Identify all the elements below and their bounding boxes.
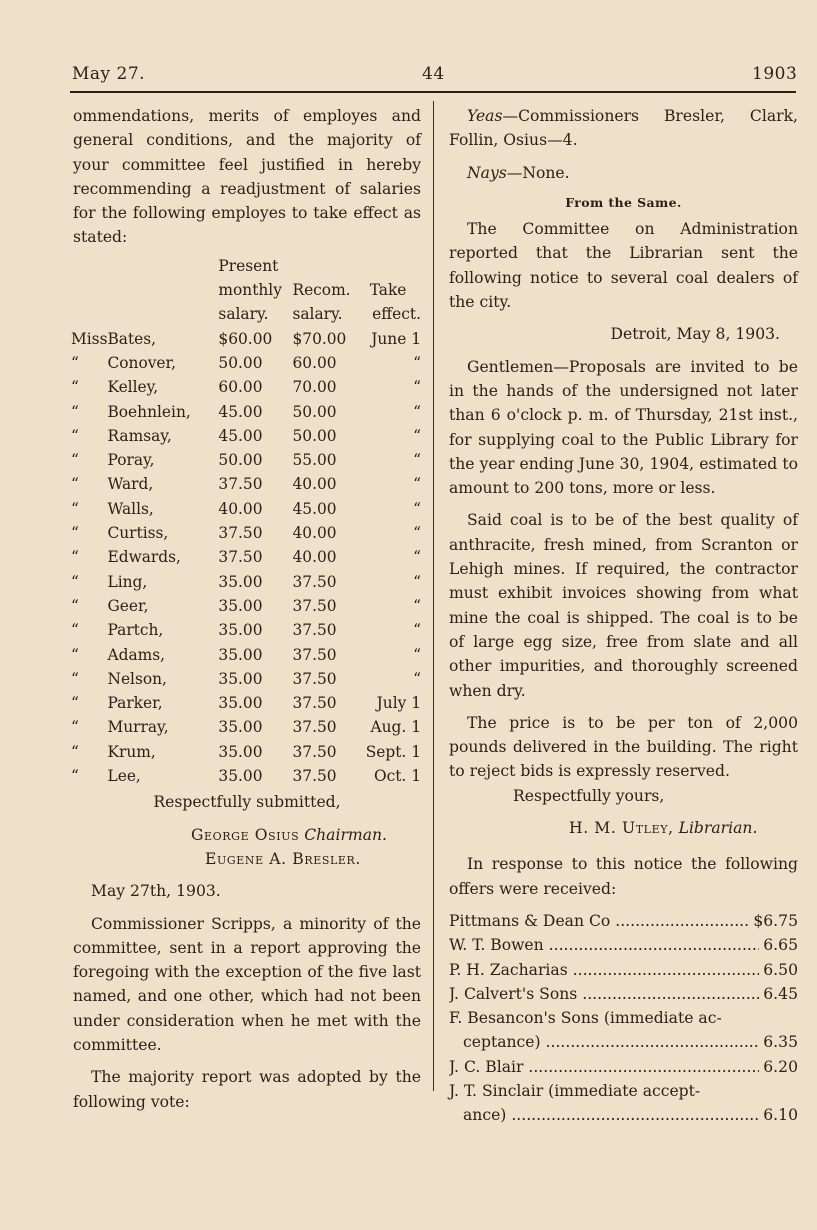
row-present-salary: 35.00 [218,767,263,786]
row-present-salary: 40.00 [218,499,263,518]
row-take-effect: “ [413,621,421,640]
row-name: Walls, [107,499,154,518]
row-name: Poray, [107,451,155,470]
row-present-salary: 37.50 [218,548,263,567]
row-title: “ [71,596,79,615]
row-title: “ [71,426,79,445]
row-recommended-salary: 40.00 [292,524,337,543]
row-title: “ [71,572,79,591]
row-recommended-salary: $70.00 [292,329,347,348]
librarian-name: H. M. Utley, [569,819,674,838]
row-title: “ [71,767,79,786]
row-name: Ling, [107,572,148,591]
row-take-effect: “ [413,451,421,470]
row-present-salary: 35.00 [218,742,263,761]
row-present-salary: 35.00 [218,572,263,591]
row-present-salary: 50.00 [218,451,263,470]
row-recommended-salary: 37.50 [292,767,337,786]
yeas-label: Yeas [467,107,503,125]
row-present-salary: 35.00 [218,645,263,664]
table-row [71,545,421,569]
table-row [71,497,421,521]
row-recommended-salary: 50.00 [292,402,337,421]
row-title: “ [71,378,79,397]
letter-paragraph-1: Gentlemen—Proposals are invited to be in the hands of the undersigned not later than 6 o'clock p. m. of Thursday, 21st inst., for supplying coal to the Public Library for the year ending June 30, 1904, estimated to amount to 200 tons, more or less. [449,357,798,498]
table-row [71,351,421,375]
row-name: Geer, [107,596,149,615]
table-row [71,448,421,472]
signer1-title: Chairman. [304,825,387,844]
offer-row [449,982,798,1006]
nays-line [449,161,798,185]
offer-name: J. C. Blair ..... [449,1055,759,1079]
row-take-effect: “ [413,353,421,372]
row-recommended-salary: 50.00 [292,426,337,445]
letter-date: Detroit, May 8, 1903. [610,325,780,344]
minority-paragraph: Commissioner Scripps, a minority of the committee, sent in a report approving the foregoing with the exception of the five last named, and one other, which had not been under consideration when he met with the committee. [73,914,421,1054]
row-present-salary: 45.00 [218,426,263,445]
offer-name: W. T. Bowen ..... [449,933,759,957]
committee-intro: The Committee on Administration reported that the Librarian sent the following notice to several coal dealers of the city. [449,220,798,312]
row-take-effect: “ [413,499,421,518]
row-take-effect: Sept. 1 [365,742,421,761]
row-present-salary: 37.50 [218,475,263,494]
col-head-recom: Recom. [292,281,351,300]
offer-amount: 6.10 [763,1106,798,1125]
row-recommended-salary: 37.50 [292,645,337,664]
table-row [71,764,421,788]
row-recommended-salary: 55.00 [292,451,337,470]
table-row [71,327,421,351]
table-row [71,424,421,448]
col-head-salary-recom: salary. [292,305,343,324]
offers-list [449,909,798,1128]
row-title: “ [71,669,79,688]
row-name: Ward, [107,475,154,494]
row-present-salary: 35.00 [218,694,263,713]
row-take-effect: July 1 [376,694,421,713]
row-take-effect: “ [413,669,421,688]
letter-closing: Respectfully yours, [513,786,665,805]
row-name: Partch, [107,621,164,640]
row-title: “ [71,499,79,518]
signer1-name: George Osius [191,825,300,844]
row-title: “ [71,645,79,664]
row-name: Nelson, [107,669,167,688]
col-head-salary-present: salary. [218,305,269,324]
row-recommended-salary: 40.00 [292,548,337,567]
col-head-monthly: monthly [218,281,282,300]
row-take-effect: “ [413,645,421,664]
salary-table [71,254,421,789]
table-header-row-1 [71,254,421,278]
row-take-effect: “ [413,426,421,445]
nays-label: Nays [467,163,507,182]
offer-amount: $6.75 [753,911,798,930]
column-divider [433,101,434,1091]
yeas-text: —Commissioners Bresler, Clark, Follin, Osius—4. [449,107,798,150]
offer-row [449,1030,798,1054]
row-take-effect: Aug. 1 [370,718,421,737]
row-recommended-salary: 37.50 [292,669,337,688]
table-row [71,594,421,618]
offer-name-line: J. T. Sinclair (immediate accept- [449,1081,701,1100]
header-date: May 27. [72,64,146,84]
row-take-effect: “ [413,524,421,543]
row-title: “ [71,353,79,372]
row-recommended-salary: 70.00 [292,378,337,397]
row-name: Krum, [107,742,156,761]
row-recommended-salary: 37.50 [292,742,337,761]
left-column [73,104,421,1114]
row-name: Ramsay, [107,426,172,445]
offer-name: P. H. Zacharias ..... [449,958,759,982]
row-title: “ [71,742,79,761]
row-recommended-salary: 37.50 [292,694,337,713]
offer-name: J. Calvert's Sons ..... [449,982,759,1006]
row-take-effect: “ [413,475,421,494]
table-row [71,570,421,594]
header-rule [70,91,796,93]
table-row [71,715,421,739]
col-head-take: Take [369,281,407,300]
offer-row [449,958,798,982]
report-date: May 27th, 1903. [91,882,221,901]
row-take-effect: Oct. 1 [374,767,421,786]
table-row [71,521,421,545]
offer-name-line: F. Besancon's Sons (immediate ac- [449,1009,722,1028]
row-recommended-salary: 37.50 [292,572,337,591]
table-row [71,691,421,715]
row-take-effect: “ [413,572,421,591]
row-title: “ [71,475,79,494]
row-name: Edwards, [107,548,181,567]
adopted-paragraph: The majority report was adopted by the following vote: [73,1068,421,1111]
table-row [71,375,421,399]
row-take-effect: “ [413,548,421,567]
col-head-present: Present [218,256,279,275]
row-take-effect: June 1 [371,329,421,348]
offer-name: Pittmans & Dean Co ..... [449,909,749,933]
letter-paragraph-2: Said coal is to be of the best quality of anthracite, fresh mined, from Scranton or Lehigh mines. If required, the contractor must exhibit invoices showing from what mine the coal is shipped. The coal is to be of large egg size, free from slate and all other impurities, and thoroughly screened when dry. [449,511,798,700]
librarian-signature [449,816,798,840]
row-present-salary: 60.00 [218,378,263,397]
signer2-name: Eugene A. Bresler. [205,849,361,868]
row-recommended-salary: 37.50 [292,596,337,615]
table-row [71,667,421,691]
response-paragraph: In response to this notice the following offers were received: [449,855,798,898]
right-column [449,104,798,1128]
row-present-salary: 37.50 [218,524,263,543]
row-present-salary: 45.00 [218,402,263,421]
row-name: Parker, [107,694,163,713]
row-take-effect: “ [413,596,421,615]
offer-row [449,1055,798,1079]
row-name: Adams, [107,645,166,664]
offer-row [449,933,798,957]
respectfully-submitted: Respectfully submitted, [153,793,341,812]
table-row [71,472,421,496]
row-title: “ [71,451,79,470]
row-present-salary: $60.00 [218,329,273,348]
letter-paragraph-3: The price is to be per ton of 2,000 pounds delivered in the building. The right to reject bids is expressly reserved. [449,713,798,781]
offer-row [449,1103,798,1127]
row-title: “ [71,524,79,543]
row-take-effect: “ [413,402,421,421]
offer-amount: 6.20 [763,1057,798,1076]
librarian-title: Librarian. [678,819,758,838]
signature-chairman [73,823,421,847]
row-name: Conover, [107,353,177,372]
row-title: “ [71,621,79,640]
offer-amount: 6.65 [763,936,798,955]
row-present-salary: 35.00 [218,669,263,688]
offer-name-cont: ance) ..... [463,1103,759,1127]
row-recommended-salary: 37.50 [292,718,337,737]
row-recommended-salary: 40.00 [292,475,337,494]
section-title: From the Same. [565,194,682,210]
row-title: “ [71,694,79,713]
intro-paragraph: ommendations, merits of employes and general conditions, and the majority of your committee feel justified in hereby recommending a readjustment of salaries for the following employes to take effect as stated: [73,107,421,247]
page-number: 44 [422,64,445,84]
row-name: Bates, [107,329,157,348]
row-name: Murray, [107,718,169,737]
row-take-effect: “ [413,378,421,397]
offer-amount: 6.50 [763,960,798,979]
row-name: Lee, [107,767,141,786]
row-recommended-salary: 37.50 [292,621,337,640]
row-present-salary: 35.00 [218,596,263,615]
row-title: “ [71,718,79,737]
row-title: Miss [71,329,108,348]
table-header-row-3 [71,302,421,326]
row-recommended-salary: 60.00 [292,353,337,372]
row-recommended-salary: 45.00 [292,499,337,518]
row-title: “ [71,548,79,567]
row-present-salary: 50.00 [218,353,263,372]
col-head-effect: effect. [372,305,421,324]
table-row [71,400,421,424]
table-header-row-2 [71,278,421,302]
offer-amount: 6.35 [763,1033,798,1052]
header-year: 1903 [752,64,798,84]
offer-name-cont: ceptance) ..... [463,1030,759,1054]
row-present-salary: 35.00 [218,621,263,640]
row-name: Curtiss, [107,524,169,543]
table-row [71,643,421,667]
nays-text: —None. [506,163,570,182]
row-name: Boehnlein, [107,402,191,421]
row-name: Kelley, [107,378,159,397]
yeas-line [449,104,798,153]
table-row [71,740,421,764]
row-title: “ [71,402,79,421]
row-present-salary: 35.00 [218,718,263,737]
offer-row [449,909,798,933]
offer-amount: 6.45 [763,984,798,1003]
table-row [71,618,421,642]
